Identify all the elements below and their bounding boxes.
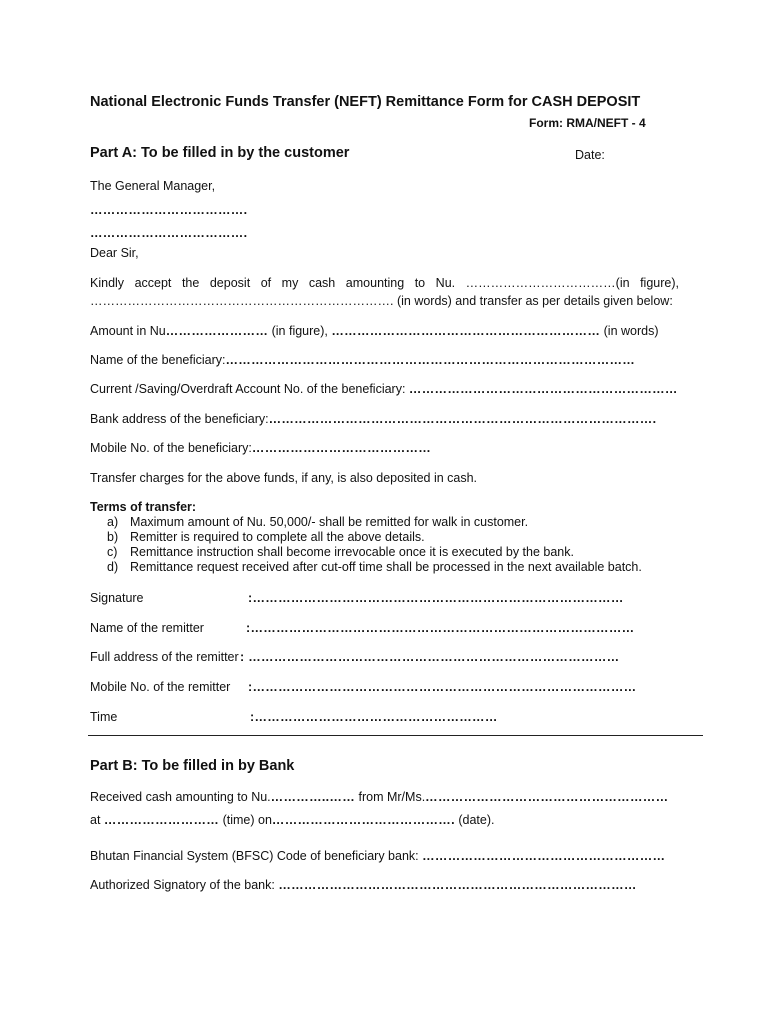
address-line-2[interactable]: ………………………………. bbox=[90, 226, 248, 240]
received-time-field[interactable]: ……………………… bbox=[103, 813, 220, 827]
bfsc-row bbox=[90, 849, 665, 863]
term-marker: d) bbox=[107, 560, 119, 574]
amount-figure-label: (in figure), bbox=[268, 324, 332, 338]
bfsc-label: Bhutan Financial System (BFSC) Code of beneficiary bank: bbox=[90, 849, 423, 863]
form-number: Form: RMA/NEFT - 4 bbox=[529, 116, 646, 130]
signatory-label: Authorized Signatory of the bank: bbox=[90, 878, 279, 892]
term-item bbox=[107, 530, 642, 545]
request-paragraph-line-1: Kindly accept the deposit of my cash amounting to Nu. ………………………………(in figure), bbox=[90, 276, 679, 290]
addressee: The General Manager, bbox=[90, 179, 216, 193]
beneficiary-mobile-field[interactable]: …………………………………… bbox=[251, 441, 432, 455]
request-paragraph-line-2 bbox=[90, 294, 673, 308]
date-suffix-label: (date). bbox=[454, 813, 495, 827]
section-divider bbox=[88, 735, 703, 736]
term-text: Remittance request received after cut-off time shall be processed in the next available batch. bbox=[130, 560, 642, 574]
amount-figure-field[interactable]: …………………… bbox=[165, 324, 269, 338]
time-on-label: (time) on bbox=[219, 813, 272, 827]
received-row bbox=[90, 790, 668, 804]
time-date-row bbox=[90, 813, 495, 827]
from-name-field[interactable]: ………………………………………………… bbox=[425, 790, 669, 804]
at-label: at bbox=[90, 813, 104, 827]
salutation: Dear Sir, bbox=[90, 246, 139, 260]
remitter-address-label: Full address of the remitter bbox=[90, 650, 239, 664]
signatory-row bbox=[90, 878, 637, 892]
terms-heading: Terms of transfer: bbox=[90, 500, 197, 514]
term-item bbox=[107, 515, 642, 530]
received-amount-field[interactable]: …………..…… bbox=[270, 790, 356, 804]
term-marker: a) bbox=[107, 515, 119, 529]
remitter-mobile-field[interactable]: :……………………………………………………………………………… bbox=[248, 680, 637, 694]
term-item bbox=[107, 560, 642, 575]
received-date-field[interactable]: ……………………………………. bbox=[271, 813, 455, 827]
signature-field[interactable]: :…………………………………………………………………………… bbox=[248, 591, 624, 605]
account-field[interactable]: ……………………………………………………… bbox=[408, 382, 678, 396]
term-item bbox=[107, 545, 642, 560]
beneficiary-mobile-label: Mobile No. of the beneficiary: bbox=[90, 441, 252, 455]
received-label: Received cash amounting to Nu. bbox=[90, 790, 271, 804]
charges-note: Transfer charges for the above funds, if any, is also deposited in cash. bbox=[90, 471, 478, 485]
bank-address-row bbox=[90, 412, 656, 426]
beneficiary-name-field[interactable]: …………………………………………………………………………………… bbox=[225, 353, 636, 367]
beneficiary-mobile-row bbox=[90, 441, 431, 455]
time-label: Time bbox=[90, 710, 118, 724]
date-label: Date: bbox=[575, 148, 605, 162]
account-label: Current /Saving/Overdraft Account No. of the beneficiary: bbox=[90, 382, 409, 396]
part-a-heading: Part A: To be filled in by the customer bbox=[90, 145, 350, 161]
signature-label: Signature bbox=[90, 591, 144, 605]
address-line-1[interactable]: ………………………………. bbox=[90, 203, 248, 217]
term-text: Maximum amount of Nu. 50,000/- shall be remitted for walk in customer. bbox=[130, 515, 529, 529]
amount-label: Amount in Nu bbox=[90, 324, 166, 338]
form-title: National Electronic Funds Transfer (NEFT) Remittance Form for CASH DEPOSIT bbox=[90, 94, 641, 110]
remitter-mobile-label: Mobile No. of the remitter bbox=[90, 680, 231, 694]
account-row bbox=[90, 382, 678, 396]
term-marker: b) bbox=[107, 530, 119, 544]
remitter-address-field[interactable]: : …………………………………………………………………………… bbox=[240, 650, 620, 664]
beneficiary-name-label: Name of the beneficiary: bbox=[90, 353, 226, 367]
amount-words-field-2[interactable]: ……………………………………………………… bbox=[331, 324, 601, 338]
amount-words-field[interactable]: ………………………………………………………………. bbox=[90, 294, 394, 308]
remitter-name-label: Name of the remitter bbox=[90, 621, 204, 635]
term-text: Remittance instruction shall become irrevocable once it is executed by the bank. bbox=[130, 545, 574, 559]
beneficiary-name-row bbox=[90, 353, 635, 367]
bank-address-field[interactable]: ………………………………………………………………………………. bbox=[268, 412, 657, 426]
term-text: Remitter is required to complete all the above details. bbox=[130, 530, 425, 544]
time-field[interactable]: :………………………………………………… bbox=[250, 710, 498, 724]
part-b-heading: Part B: To be filled in by Bank bbox=[90, 758, 295, 774]
bank-address-label: Bank address of the beneficiary: bbox=[90, 412, 269, 426]
from-label: from Mr/Ms. bbox=[355, 790, 426, 804]
amount-row bbox=[90, 324, 659, 338]
signatory-field[interactable]: ………………………………………………………………………… bbox=[278, 878, 637, 892]
terms-list bbox=[107, 515, 642, 575]
bfsc-field[interactable]: ………………………………………………… bbox=[422, 849, 666, 863]
amount-words-label: (in words) bbox=[600, 324, 659, 338]
paragraph-text: (in words) and transfer as per details given below: bbox=[393, 294, 673, 308]
term-marker: c) bbox=[107, 545, 118, 559]
remitter-name-field[interactable]: :……………………………………………………………………………… bbox=[246, 621, 635, 635]
